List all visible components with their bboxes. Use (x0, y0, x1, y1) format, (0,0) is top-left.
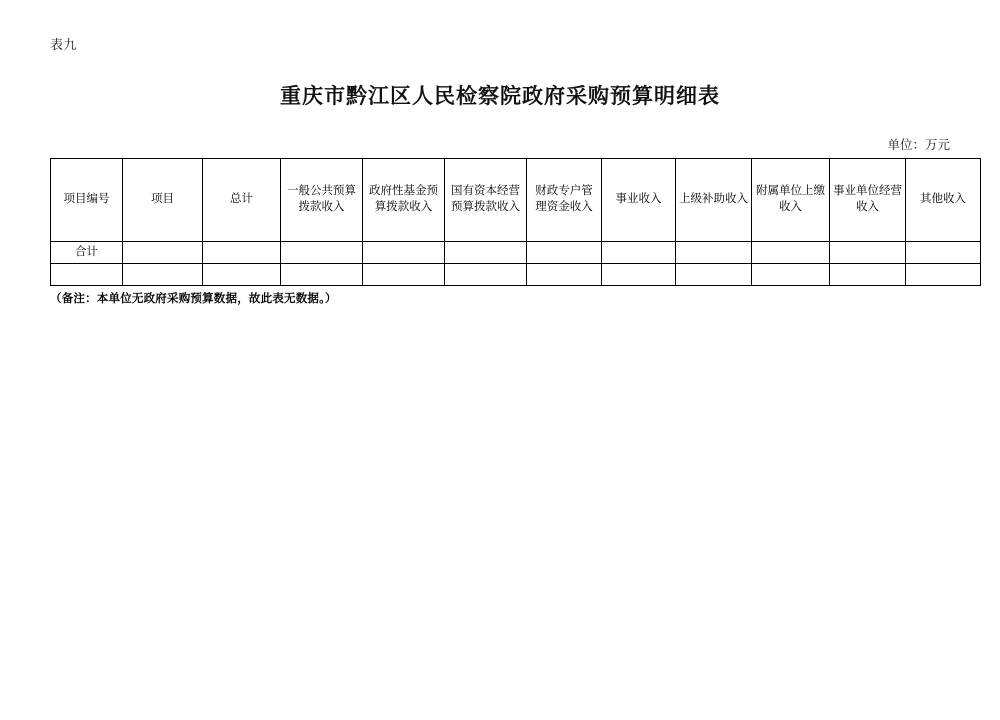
table-cell (676, 242, 752, 264)
column-header-general-public-budget: 一般公共预算拨款收入 (281, 159, 363, 242)
row-label-empty (51, 264, 123, 286)
budget-table-container (50, 158, 966, 286)
column-header-item: 项目 (123, 159, 203, 242)
table-cell (676, 264, 752, 286)
column-header-total: 总计 (203, 159, 281, 242)
table-cell (602, 242, 676, 264)
table-cell (830, 264, 906, 286)
table-cell (527, 242, 602, 264)
page-title: 重庆市黔江区人民检察院政府采购预算明细表 (280, 85, 720, 108)
table-cell (752, 264, 830, 286)
table-cell (281, 264, 363, 286)
table-cell (752, 242, 830, 264)
table-cell (203, 242, 281, 264)
table-cell (906, 264, 981, 286)
table-cell (123, 242, 203, 264)
table-cell (527, 264, 602, 286)
table-row (51, 242, 981, 264)
column-header-item-code: 项目编号 (51, 159, 123, 242)
column-header-state-capital-budget: 国有资本经营预算拨款收入 (445, 159, 527, 242)
table-cell (445, 242, 527, 264)
table-header-row (51, 159, 981, 242)
table-cell (281, 242, 363, 264)
row-label-total: 合计 (51, 242, 123, 264)
table-cell (363, 264, 445, 286)
table-cell (602, 264, 676, 286)
table-cell (123, 264, 203, 286)
footer-note: （备注：本单位无政府采购预算数据，故此表无数据。） (50, 293, 337, 305)
table-cell (363, 242, 445, 264)
column-header-operating-income: 事业单位经营收入 (830, 159, 906, 242)
column-header-government-fund-budget: 政府性基金预算拨款收入 (363, 159, 445, 242)
table-cell (830, 242, 906, 264)
table-cell (445, 264, 527, 286)
table-row (51, 264, 981, 286)
column-header-fiscal-account-funds: 财政专户管理资金收入 (527, 159, 602, 242)
column-header-superior-subsidy: 上级补助收入 (676, 159, 752, 242)
table-cell (906, 242, 981, 264)
table-cell (203, 264, 281, 286)
unit-note: 单位：万元 (887, 138, 950, 152)
procurement-budget-table (50, 158, 981, 286)
column-header-other-income: 其他收入 (906, 159, 981, 242)
sheet-label: 表九 (50, 37, 78, 52)
column-header-subordinate-payment: 附属单位上缴收入 (752, 159, 830, 242)
column-header-business-income: 事业收入 (602, 159, 676, 242)
